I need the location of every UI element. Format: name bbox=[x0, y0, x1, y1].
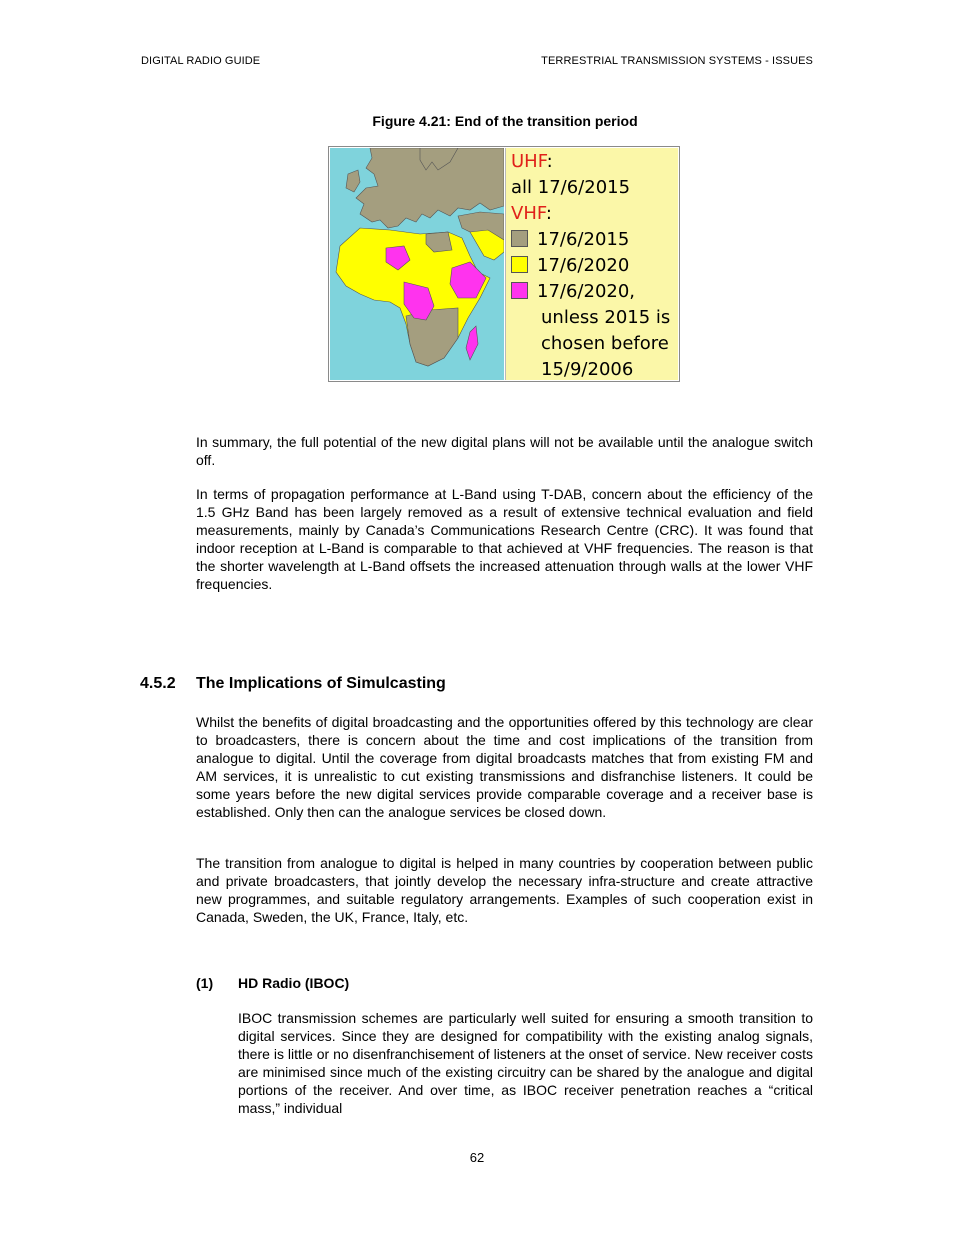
running-header-right: TERRESTRIAL TRANSMISSION SYSTEMS - ISSUES bbox=[541, 55, 813, 67]
body-paragraph: IBOC transmission schemes are particularly well suited for ensuring a smooth transition to digital services. Since they are designed for compatibility with the existing analog signals, there is little or no disenfranchisement of listeners at the onset of service. New receiver costs are minimised since much of the existing circuitry can be shared by the analogue and digital portions of the receiver. And over time, as IBOC receiver penetration reaches a “critical mass,” individual bbox=[238, 1010, 813, 1116]
legend-item-magenta-line: chosen before bbox=[541, 333, 669, 354]
body-paragraph: The transition from analogue to digital is helped in many countries by cooperation between public and private broadcasters, that jointly develop the necessary infra-structure and create attractive new programmes, and suitable regulatory arrangements. Examples of such cooperation exist in Canada, Sweden, the UK, France, Italy, etc. bbox=[196, 855, 813, 925]
subsection-heading: (1) HD Radio (IBOC) bbox=[196, 975, 350, 991]
page-number: 62 bbox=[469, 1150, 485, 1165]
legend-swatch bbox=[511, 256, 528, 273]
legend-item-magenta-line: 15/9/2006 bbox=[541, 359, 634, 380]
legend-item-magenta-line: unless 2015 is bbox=[541, 307, 671, 328]
legend-item-yellow: 17/6/2020 bbox=[511, 253, 678, 279]
transition-map-figure bbox=[328, 146, 680, 382]
figure-caption: Figure 4.21: End of the transition period bbox=[372, 113, 638, 129]
legend-item-magenta: 17/6/2020, bbox=[511, 279, 678, 305]
body-paragraph: Whilst the benefits of digital broadcasting and the opportunities offered by this technology are clear to broadcasters, there is concern about the time and cost implications of the transition from analogue to digital. Until the coverage from digital broadcasts matches that from existing FM and AM services, it is unrealistic to cut existing transmissions and disfranchise listeners. It could be some years before the new digital services provide comparable coverage and a receiver base is established. Only then can the analogue services be closed down. bbox=[196, 714, 813, 820]
legend-uhf-value: all 17/6/2015 bbox=[511, 177, 631, 198]
legend-swatch bbox=[511, 230, 528, 247]
running-header-left: DIGITAL RADIO GUIDE bbox=[141, 55, 261, 67]
legend-swatch bbox=[511, 282, 528, 299]
legend-item-grey: 17/6/2015 bbox=[511, 227, 678, 253]
section-heading: 4.5.2 The Implications of Simulcasting bbox=[140, 675, 446, 692]
map-legend bbox=[505, 148, 678, 380]
africa-europe-map bbox=[330, 148, 504, 380]
legend-vhf-heading: VHF: bbox=[511, 203, 552, 224]
body-paragraph: In summary, the full potential of the new digital plans will not be available until the analogue switch off. bbox=[196, 434, 813, 468]
legend-uhf-heading: UHF: bbox=[511, 151, 553, 172]
body-paragraph: In terms of propagation performance at L-Band using T-DAB, concern about the efficiency of the 1.5 GHz Band has been largely removed as a result of extensive technical evaluation and field measurements, mainly by Canada’s Communications Research Centre (CRC). It was found that indoor reception at L-Band is comparable to that achieved at VHF frequencies. The reason is that the shorter wavelength at L-Band offsets the increased attenuation through walls at the lower VHF frequencies. bbox=[196, 486, 813, 592]
